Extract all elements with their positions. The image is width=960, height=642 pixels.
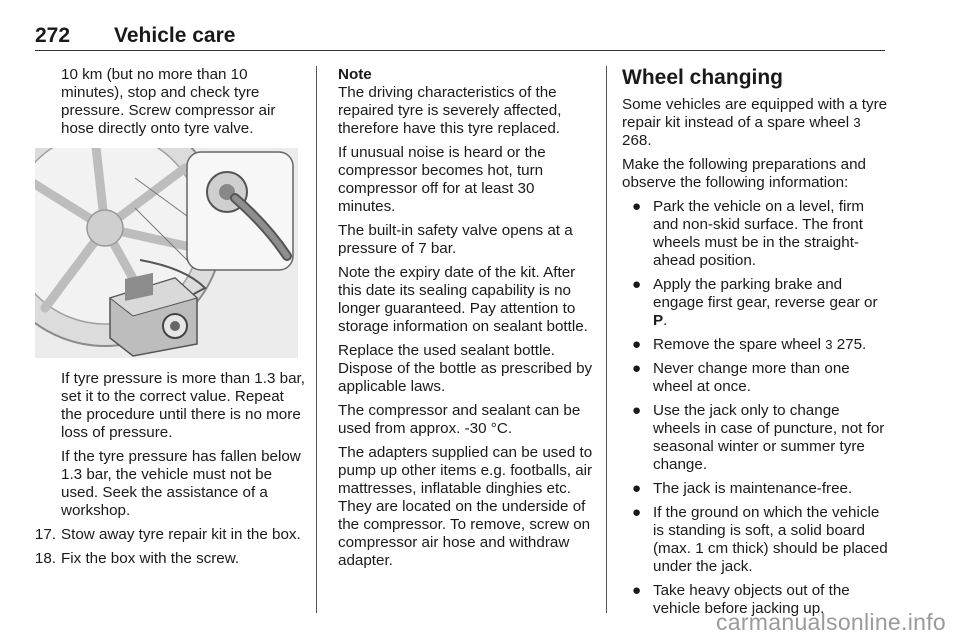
list-item-text: Take heavy objects out of the vehicle before jacking up. bbox=[653, 582, 850, 617]
column-middle bbox=[338, 66, 596, 576]
list-item bbox=[622, 360, 890, 396]
page-reference-icon: 3 bbox=[825, 337, 833, 352]
list-item bbox=[622, 504, 890, 576]
list-item-text: If the ground on which the vehicle is standing is soft, a solid board (max. 1 cm thick) should be placed under the jack. bbox=[653, 504, 888, 575]
section-title: Vehicle care bbox=[114, 24, 236, 47]
list-item bbox=[622, 336, 890, 354]
bullet-icon: ● bbox=[632, 360, 642, 377]
page-reference-link[interactable]: 268. bbox=[622, 132, 652, 149]
bullet-icon: ● bbox=[632, 276, 642, 293]
gear-p-label: P bbox=[653, 312, 664, 329]
pressure-above-paragraph: If tyre pressure is more than 1.3 bar, set it to the correct value. Repeat the procedure until there is no more loss of pressure. bbox=[61, 370, 305, 441]
note-heading: Note bbox=[338, 66, 372, 83]
list-item bbox=[622, 276, 890, 330]
bullet-icon: ● bbox=[632, 480, 642, 497]
bullet-icon: ● bbox=[632, 504, 642, 521]
preparations-list bbox=[622, 198, 890, 618]
list-item-text: Never change more than one wheel at once. bbox=[653, 360, 850, 395]
watermark: carmanualsonline.info bbox=[715, 609, 946, 635]
intro-text: Some vehicles are equipped with a tyre repair kit instead of a spare wheel bbox=[622, 96, 888, 131]
list-item bbox=[622, 198, 890, 270]
body-paragraph: Note the expiry date of the kit. After this date its sealing capability is no longer guaranteed. Pay attention to storage information on sealant bottle. bbox=[338, 264, 588, 335]
step-number: 17. bbox=[34, 526, 56, 543]
step-text: Fix the box with the screw. bbox=[61, 550, 240, 567]
pressure-below-paragraph: If the tyre pressure has fallen below 1.3 bar, the vehicle must not be used. Seek the assistance of a workshop. bbox=[61, 448, 301, 519]
bullet-icon: ● bbox=[632, 582, 642, 599]
wheel-changing-heading: Wheel changing bbox=[622, 66, 784, 89]
body-paragraph: If unusual noise is heard or the compressor becomes hot, turn compressor off for at least 30 minutes. bbox=[338, 144, 546, 215]
column-right bbox=[622, 66, 890, 624]
step-number: 18. bbox=[34, 550, 56, 567]
body-paragraph: The adapters supplied can be used to pump up other items e.g. footballs, air mattresses, inflatable dinghies etc. They are located on the underside of the compressor. To remove, screw on compressor air hose and withdraw adapter. bbox=[338, 444, 593, 569]
body-paragraph: Replace the used sealant bottle. Dispose of the bottle as prescribed by applicable laws. bbox=[338, 342, 593, 395]
list-item-text: Apply the parking brake and engage first gear, reverse gear or bbox=[653, 276, 878, 311]
bullet-icon: ● bbox=[632, 402, 642, 419]
list-item bbox=[622, 402, 890, 474]
intro-paragraph: 10 km (but no more than 10 minutes), stop and check tyre pressure. Screw compressor air hose directly onto tyre valve. bbox=[61, 66, 276, 137]
body-paragraph: The built-in safety valve opens at a pressure of 7 bar. bbox=[338, 222, 573, 257]
list-item-text: Remove the spare wheel bbox=[653, 336, 821, 353]
tyre-compressor-illustration bbox=[35, 148, 298, 358]
step-item bbox=[35, 550, 305, 568]
list-item-text: Park the vehicle on a level, firm and non-skid surface. The front wheels must be in the straight-ahead position. bbox=[653, 198, 865, 269]
body-paragraph: The compressor and sealant can be used from approx. -30 °C. bbox=[338, 402, 581, 437]
list-item-text: . bbox=[663, 312, 668, 329]
page-number: 272 bbox=[35, 24, 71, 47]
note-block bbox=[338, 66, 596, 138]
preparations-paragraph: Make the following preparations and observe the following information: bbox=[622, 156, 866, 191]
list-item-text: Use the jack only to change wheels in case of puncture, not for seasonal winter or summer tyre change. bbox=[653, 402, 885, 473]
intro-paragraph bbox=[622, 96, 890, 150]
step-item bbox=[35, 526, 305, 544]
column-divider-right bbox=[606, 66, 607, 613]
page-reference-icon: 3 bbox=[853, 115, 861, 130]
bullet-icon: ● bbox=[632, 198, 642, 215]
column-divider-left bbox=[316, 66, 317, 613]
bullet-icon: ● bbox=[632, 336, 642, 353]
page-reference-link[interactable]: 275. bbox=[836, 336, 867, 353]
list-item bbox=[622, 480, 890, 498]
list-item-text: The jack is maintenance-free. bbox=[653, 480, 853, 497]
column-left bbox=[35, 66, 305, 574]
note-text: The driving characteristics of the repaired tyre is severely affected, therefore have this tyre replaced. bbox=[338, 84, 562, 137]
step-text: Stow away tyre repair kit in the box. bbox=[61, 526, 301, 543]
page-header bbox=[35, 24, 885, 51]
